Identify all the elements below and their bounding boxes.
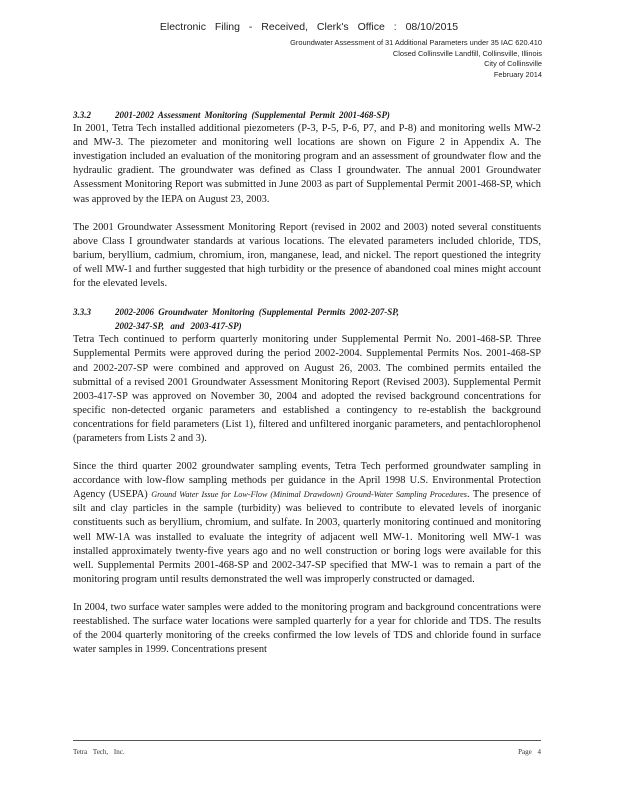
section-heading-3-3-3: [73, 305, 541, 319]
section-title-continued: 2002-347-SP, and 2003-417-SP): [115, 321, 242, 332]
paragraph: In 2004, two surface water samples were added to the monitoring program and background concentrations were reestablished. The surface water locations were sampled quarterly for a year for chloride and TDS. The results of the 2004 quarterly monitoring of the creeks confirmed the low levels of TDS and chloride found in surface water samples in 1999. Concentrations present: [73, 601, 541, 656]
paragraph: Tetra Tech continued to perform quarterly monitoring under Supplemental Permit No. 2001-468-SP. Three Supplemental Permits were approved during the period 2002-2004. Supplemental Permits Nos. 2001-468-SP and 2002-207-SP were combined and approved on August 26, 2003. The combined permits entailed the submittal of a revised 2001 Groundwater Assessment Monitoring Report (Revised 2003). Supplemental Permit 2003-417-SP was approved on November 30, 2004 and adopted the revised background concentrations for specific non-detected organic parameters and established a contingency to re-establish the background concentrations for field parameters (List 1), filtered and unfiltered inorganic parameters, and pentachlorophenol (parameters from Lists 2 and 3).: [73, 334, 541, 444]
header-line-report-title: Groundwater Assessment of 31 Additional Parameters under 35 IAC 620.410: [290, 38, 542, 47]
section-number: 3.3.2: [73, 110, 91, 120]
header-line-site: Closed Collinsville Landfill, Collinsville, Illinois: [392, 48, 542, 58]
document-body: [73, 108, 541, 657]
paragraph: In 2001, Tetra Tech installed additional piezometers (P-3, P-5, P-6, P7, and P-8) and monitoring wells MW-2 and MW-3. The piezometer and monitoring well locations are shown on Figure 2 in Appendix A. The investigation included an evaluation of the monitoring program and an assessment of groundwater flow and the hydraulic gradient. The groundwater was defined as Class I groundwater. The annual 2001 Groundwater Assessment Monitoring Report was submitted in June 2003 as part of Supplemental Permit 2001-468-SP, which was approved by the IEPA on August 23, 2003.: [73, 123, 541, 205]
cited-publication: Ground Water Issue for Low-Flow (Minimal Drawdown) Ground-Water Sampling Procedures: [151, 490, 467, 500]
header-line-client: City of Collinsville: [484, 59, 542, 68]
document-header: [290, 38, 542, 80]
section-heading-3-3-2: [73, 108, 541, 122]
footer-company: Tetra Tech, Inc.: [73, 748, 125, 756]
header-line-date: February 2014: [493, 69, 542, 79]
section-title: 2002-2006 Groundwater Monitoring (Supplemental Permits 2002-207-SP,: [115, 307, 399, 318]
electronic-filing-stamp: Electronic Filing - Received, Clerk's Office : 08/10/2015: [159, 21, 459, 33]
paragraph: The 2001 Groundwater Assessment Monitoring Report (revised in 2002 and 2003) noted several constituents above Class I groundwater standards at various locations. The elevated parameters included chloride, TDS, barium, beryllium, cadmium, chromium, iron, manganese, lead, and nickel. The report questioned the integrity of well MW-1 and further suggested that high turbidity or the presence of abandoned coal mines might account for the elevated levels.: [73, 221, 541, 290]
section-number: 3.3.3: [73, 307, 91, 318]
section-title: 2001-2002 Assessment Monitoring (Supplemental Permit 2001-468-SP): [115, 110, 390, 120]
page-number: Page 4: [518, 748, 541, 756]
footer-divider: [73, 740, 541, 741]
paragraph: Since the third quarter 2002 groundwater sampling events, Tetra Tech performed groundwater sampling in accordance with low-flow sampling methods per guidance in the April 1998 U.S. Environmental Protection Agency (USEPA) Ground Water Issue for Low-Flow (Minimal Drawdown) Ground-Water Sampling Procedures. The presence of silt and clay particles in the sample (turbidity) was believed to contribute to elevated levels of inorganic constituents such as beryllium, chromium, and sulfate. In 2003, quarterly monitoring continued and monitoring well MW-1A was installed to evaluate the integrity of adjacent well MW-1. Monitoring well MW-1 was installed approximately twenty-five years ago and no well construction or boring logs were available for this well. Supplemental Permits 2001-468-SP and 2002-347-SP specified that MW-1 was to remain a part of the monitoring program until results demonstrated the well was improperly constructed or damaged.: [73, 461, 541, 585]
